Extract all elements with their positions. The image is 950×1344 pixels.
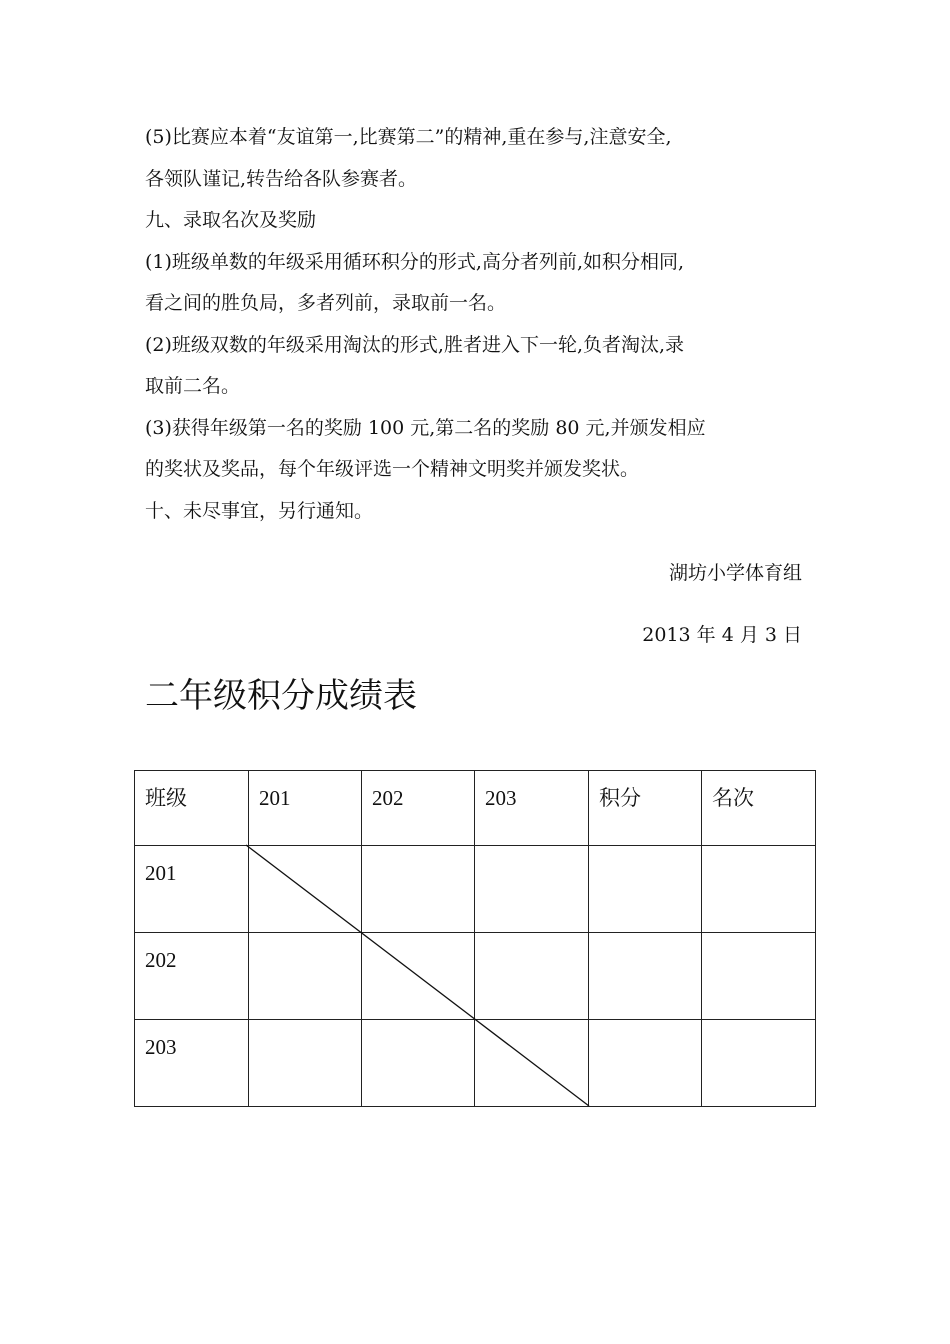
paragraph-rule-1-line-1: (1)班级单数的年级采用循环积分的形式,高分者列前,如积分相同, — [145, 251, 685, 273]
diagonal-self-match-line — [246, 845, 591, 1107]
paragraph-rule-3-line-2: 的奖状及奖品，每个年级评选一个精神文明奖并颁发奖状。 — [145, 458, 640, 480]
section-heading-9: 九、录取名次及奖励 — [145, 209, 317, 231]
signature-organization: 湖坊小学体育组 — [668, 562, 802, 584]
paragraph-rule-1-line-2: 看之间的胜负局，多者列前，录取前一名。 — [145, 292, 507, 314]
header-cell-203: 203 — [475, 771, 589, 846]
table-cell — [589, 1020, 702, 1107]
row-label-cell: 203 — [135, 1020, 249, 1107]
header-cell-points: 积分 — [589, 771, 702, 846]
paragraph-rule-2-line-2: 取前二名。 — [145, 375, 241, 397]
paragraph-rule-5-line-2: 各领队谨记,转告给各队参赛者。 — [145, 168, 418, 190]
table-cell — [702, 1020, 816, 1107]
table-cell — [702, 846, 816, 933]
table-header-row — [135, 771, 816, 846]
header-cell-202: 202 — [362, 771, 475, 846]
table-cell — [589, 846, 702, 933]
row-label-cell: 202 — [135, 933, 249, 1020]
paragraph-rule-2-line-1: (2)班级双数的年级采用淘汰的形式,胜者进入下一轮,负者淘汰,录 — [145, 334, 685, 356]
row-label-cell: 201 — [135, 846, 249, 933]
table-cell — [589, 933, 702, 1020]
header-cell-rank: 名次 — [702, 771, 816, 846]
paragraph-rule-3-line-1: (3)获得年级第一名的奖励 100 元,第二名的奖励 80 元,并颁发相应 — [145, 417, 706, 439]
table-title: 二年级积分成绩表 — [145, 676, 417, 716]
section-heading-10: 十、未尽事宜，另行通知。 — [145, 500, 374, 522]
table-cell — [702, 933, 816, 1020]
paragraph-rule-5-line-1: (5)比赛应本着“友谊第一,比赛第二”的精神,重在参与,注意安全, — [145, 126, 672, 148]
signature-date: 2013 年 4 月 3 日 — [642, 624, 802, 646]
header-cell-class: 班级 — [135, 771, 249, 846]
header-cell-201: 201 — [249, 771, 362, 846]
